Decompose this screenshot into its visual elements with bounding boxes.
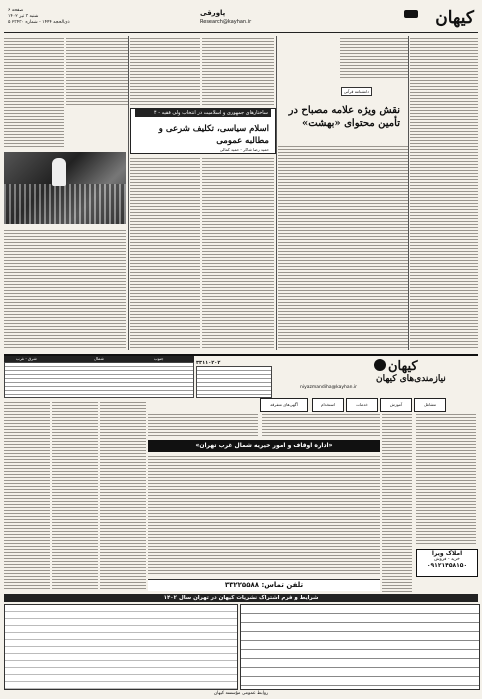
text-column	[4, 228, 126, 350]
region-header: شمال	[94, 356, 104, 361]
category-box: خدمات	[346, 398, 378, 412]
logo: کیهان	[435, 8, 474, 28]
subscription-form	[4, 604, 238, 690]
page-meta-line: صفحه ۶	[8, 8, 24, 13]
category-box: استخدام	[312, 398, 344, 412]
text-column	[202, 36, 274, 106]
classifieds-email: niyazmandiha@kayhan.ir	[300, 385, 358, 390]
portrait-image	[52, 158, 66, 186]
subscription-price-table	[240, 604, 480, 690]
promo-title: املاک ویرا	[431, 550, 463, 557]
notice-title: «اداره اوقاف و امور خیریه شمال غرب تهران»	[148, 440, 380, 452]
footer: روابط عمومی مؤسسه کیهان	[213, 691, 269, 696]
lead-article-headline: نقش ویژه علامه مصباح در تأمین محتوای «بهشت»	[288, 105, 400, 129]
text-column	[202, 156, 274, 350]
section-email: Research@kayhan.ir	[200, 19, 252, 25]
feature-article-headline: اسلام سیاسی، تکلیف شرعی و مطالبه عمومی	[158, 124, 269, 146]
logo-emblem-icon	[374, 359, 386, 371]
region-header: شرق - غرب	[16, 356, 37, 361]
notice-phone: تلفن تماس: ۳۳۲۲۵۵۸۸	[148, 579, 380, 591]
feature-article-label: ساختارهای جمهوری و اسلامیت در انتخاب ولی فقیه - ۴	[135, 109, 271, 117]
phone-table	[4, 362, 194, 398]
text-column	[340, 36, 408, 80]
classified-column	[4, 400, 50, 590]
text-column	[66, 36, 128, 106]
classifieds-logo: کیهان	[388, 359, 418, 374]
lead-article-headline-box	[278, 82, 406, 140]
classified-column	[100, 400, 146, 590]
column-rule	[408, 36, 409, 350]
section-title: پاورقی	[200, 9, 226, 17]
feature-article-byline: حمید رضا شاکر - حمید کمالی	[219, 147, 269, 152]
news-photo	[4, 152, 126, 224]
classified-column	[416, 412, 476, 546]
category-box: مشاغل	[414, 398, 446, 412]
classified-column	[52, 400, 98, 590]
page-meta-line: شنبه ۳ تیر ۱۴۰۲	[8, 14, 39, 19]
notice-text	[148, 454, 380, 576]
text-column	[410, 36, 478, 350]
text-column	[278, 144, 408, 350]
classifieds-title: نیازمندی‌های کیهان	[376, 374, 446, 384]
phone-table	[196, 366, 272, 398]
region-header: جنوب	[154, 356, 164, 361]
page-meta	[8, 8, 70, 26]
category-box: آموزش	[380, 398, 412, 412]
feature-article-header	[130, 108, 276, 154]
column-rule	[276, 36, 277, 350]
classifieds-phone: ۳۳۱۱۰۲۰۲	[196, 360, 221, 366]
lead-article-kicker: دانشنامه قرآنی	[341, 87, 372, 96]
promo-box	[416, 549, 478, 577]
subscription-title: شرایط و فرم اشتراک نشریات کیهان در تهران سال ۱۴۰۲	[4, 594, 478, 602]
page-meta-line: ۵ ذی‌الحجه ۱۴۴۴ - شماره ۲۳۴۳۰	[8, 20, 70, 25]
category-box: آگهی‌های متفرقه	[260, 398, 308, 412]
classified-column	[262, 412, 380, 438]
crowd-image	[4, 184, 126, 224]
column-rule	[128, 36, 129, 350]
logo-badge-icon	[404, 10, 418, 18]
classified-column	[148, 412, 258, 438]
text-column	[4, 36, 64, 148]
text-column	[130, 156, 200, 350]
promo-phone: ۰۹۱۲۱۴۵۸۱۵۰	[426, 562, 468, 569]
text-column	[130, 36, 200, 106]
promo-subtitle: خرید - فروش	[434, 557, 460, 562]
classified-column	[382, 412, 412, 592]
masthead	[4, 6, 478, 33]
